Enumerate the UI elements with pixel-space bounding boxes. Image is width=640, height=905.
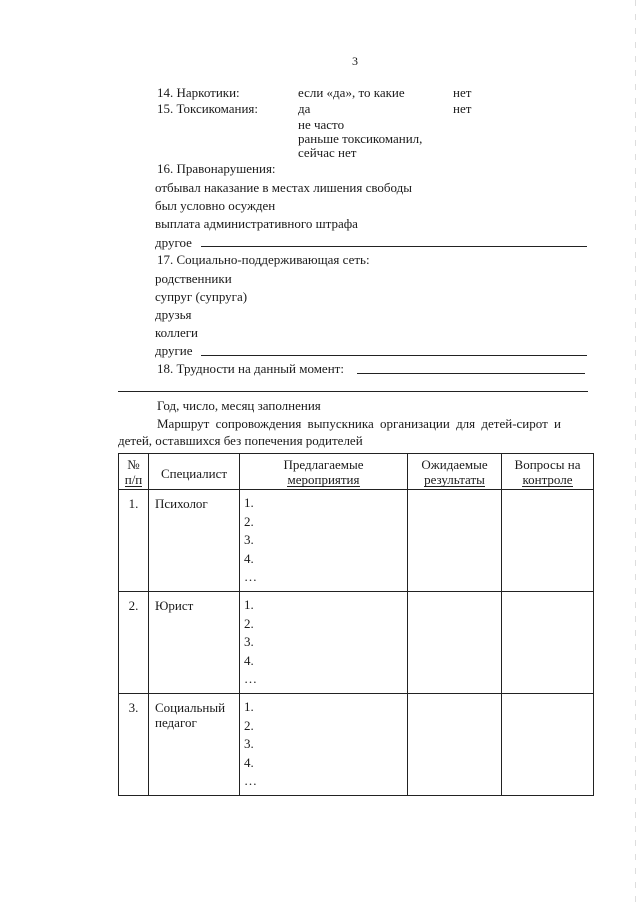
q15-answer: нет <box>453 101 472 116</box>
header-control: Вопросы на контроле <box>502 454 594 490</box>
q16-other-line[interactable] <box>201 246 587 247</box>
q17-item: коллеги <box>155 325 199 340</box>
row-expected[interactable] <box>408 694 502 796</box>
q16-other-label: другое <box>155 235 192 250</box>
q17-item: супруг (супруга) <box>155 289 248 304</box>
row-num: 1. <box>119 490 149 592</box>
q17-label: 17. Социально-поддерживающая сеть: <box>157 252 370 267</box>
row-num: 2. <box>119 592 149 694</box>
row-control[interactable] <box>502 694 594 796</box>
row-specialist: Социальный педагог <box>149 694 240 796</box>
row-num: 3. <box>119 694 149 796</box>
row-specialist: Юрист <box>149 592 240 694</box>
q17-item: родственники <box>155 271 232 286</box>
table-row <box>119 490 594 592</box>
q17-other-line[interactable] <box>201 355 587 356</box>
table-row <box>119 694 594 796</box>
row-expected[interactable] <box>408 490 502 592</box>
header-activities: Предлагаемые мероприятия <box>240 454 408 490</box>
header-num: № п/п <box>119 454 149 490</box>
q18-label: 18. Трудности на данный момент: <box>157 361 344 376</box>
q15-note: не часто <box>298 117 345 132</box>
row-activities[interactable]: 1. 2. 3. 4. … <box>240 694 408 796</box>
q17-item: друзья <box>155 307 192 322</box>
q15-note: раньше токсикоманил, <box>298 131 423 146</box>
row-control[interactable] <box>502 592 594 694</box>
date-label: Год, число, месяц заполнения <box>157 398 321 413</box>
header-expected: Ожидаемые результаты <box>408 454 502 490</box>
row-expected[interactable] <box>408 592 502 694</box>
q15-note: сейчас нет <box>298 145 357 160</box>
q14-option: если «да», то какие <box>298 85 405 100</box>
header-specialist: Специалист <box>149 454 240 490</box>
q16-item: выплата административного штрафа <box>155 216 358 231</box>
row-specialist: Психолог <box>149 490 240 592</box>
route-title-line2: детей, оставшихся без попечения родителей <box>118 433 363 448</box>
row-activities[interactable]: 1. 2. 3. 4. … <box>240 490 408 592</box>
scan-edge-decoration <box>635 0 636 905</box>
q16-item: был условно осужден <box>155 198 276 213</box>
q14-answer: нет <box>453 85 472 100</box>
q15-option: да <box>298 101 311 116</box>
q16-item: отбывал наказание в местах лишения свободы <box>155 180 413 195</box>
q18-line[interactable] <box>357 373 585 374</box>
table-row <box>119 592 594 694</box>
row-activities[interactable]: 1. 2. 3. 4. … <box>240 592 408 694</box>
row-control[interactable] <box>502 490 594 592</box>
q18-line-2[interactable] <box>118 391 588 392</box>
route-table <box>118 453 594 796</box>
route-title-line1: Маршрут сопровождения выпускника организации для детей-сирот и <box>157 416 561 431</box>
q14-label: 14. Наркотики: <box>157 85 240 100</box>
q16-label: 16. Правонарушения: <box>157 161 276 176</box>
q17-other-label: другие <box>155 343 193 358</box>
table-header-row <box>119 454 594 490</box>
page-number: 3 <box>352 54 358 68</box>
q15-label: 15. Токсикомания: <box>157 101 259 116</box>
